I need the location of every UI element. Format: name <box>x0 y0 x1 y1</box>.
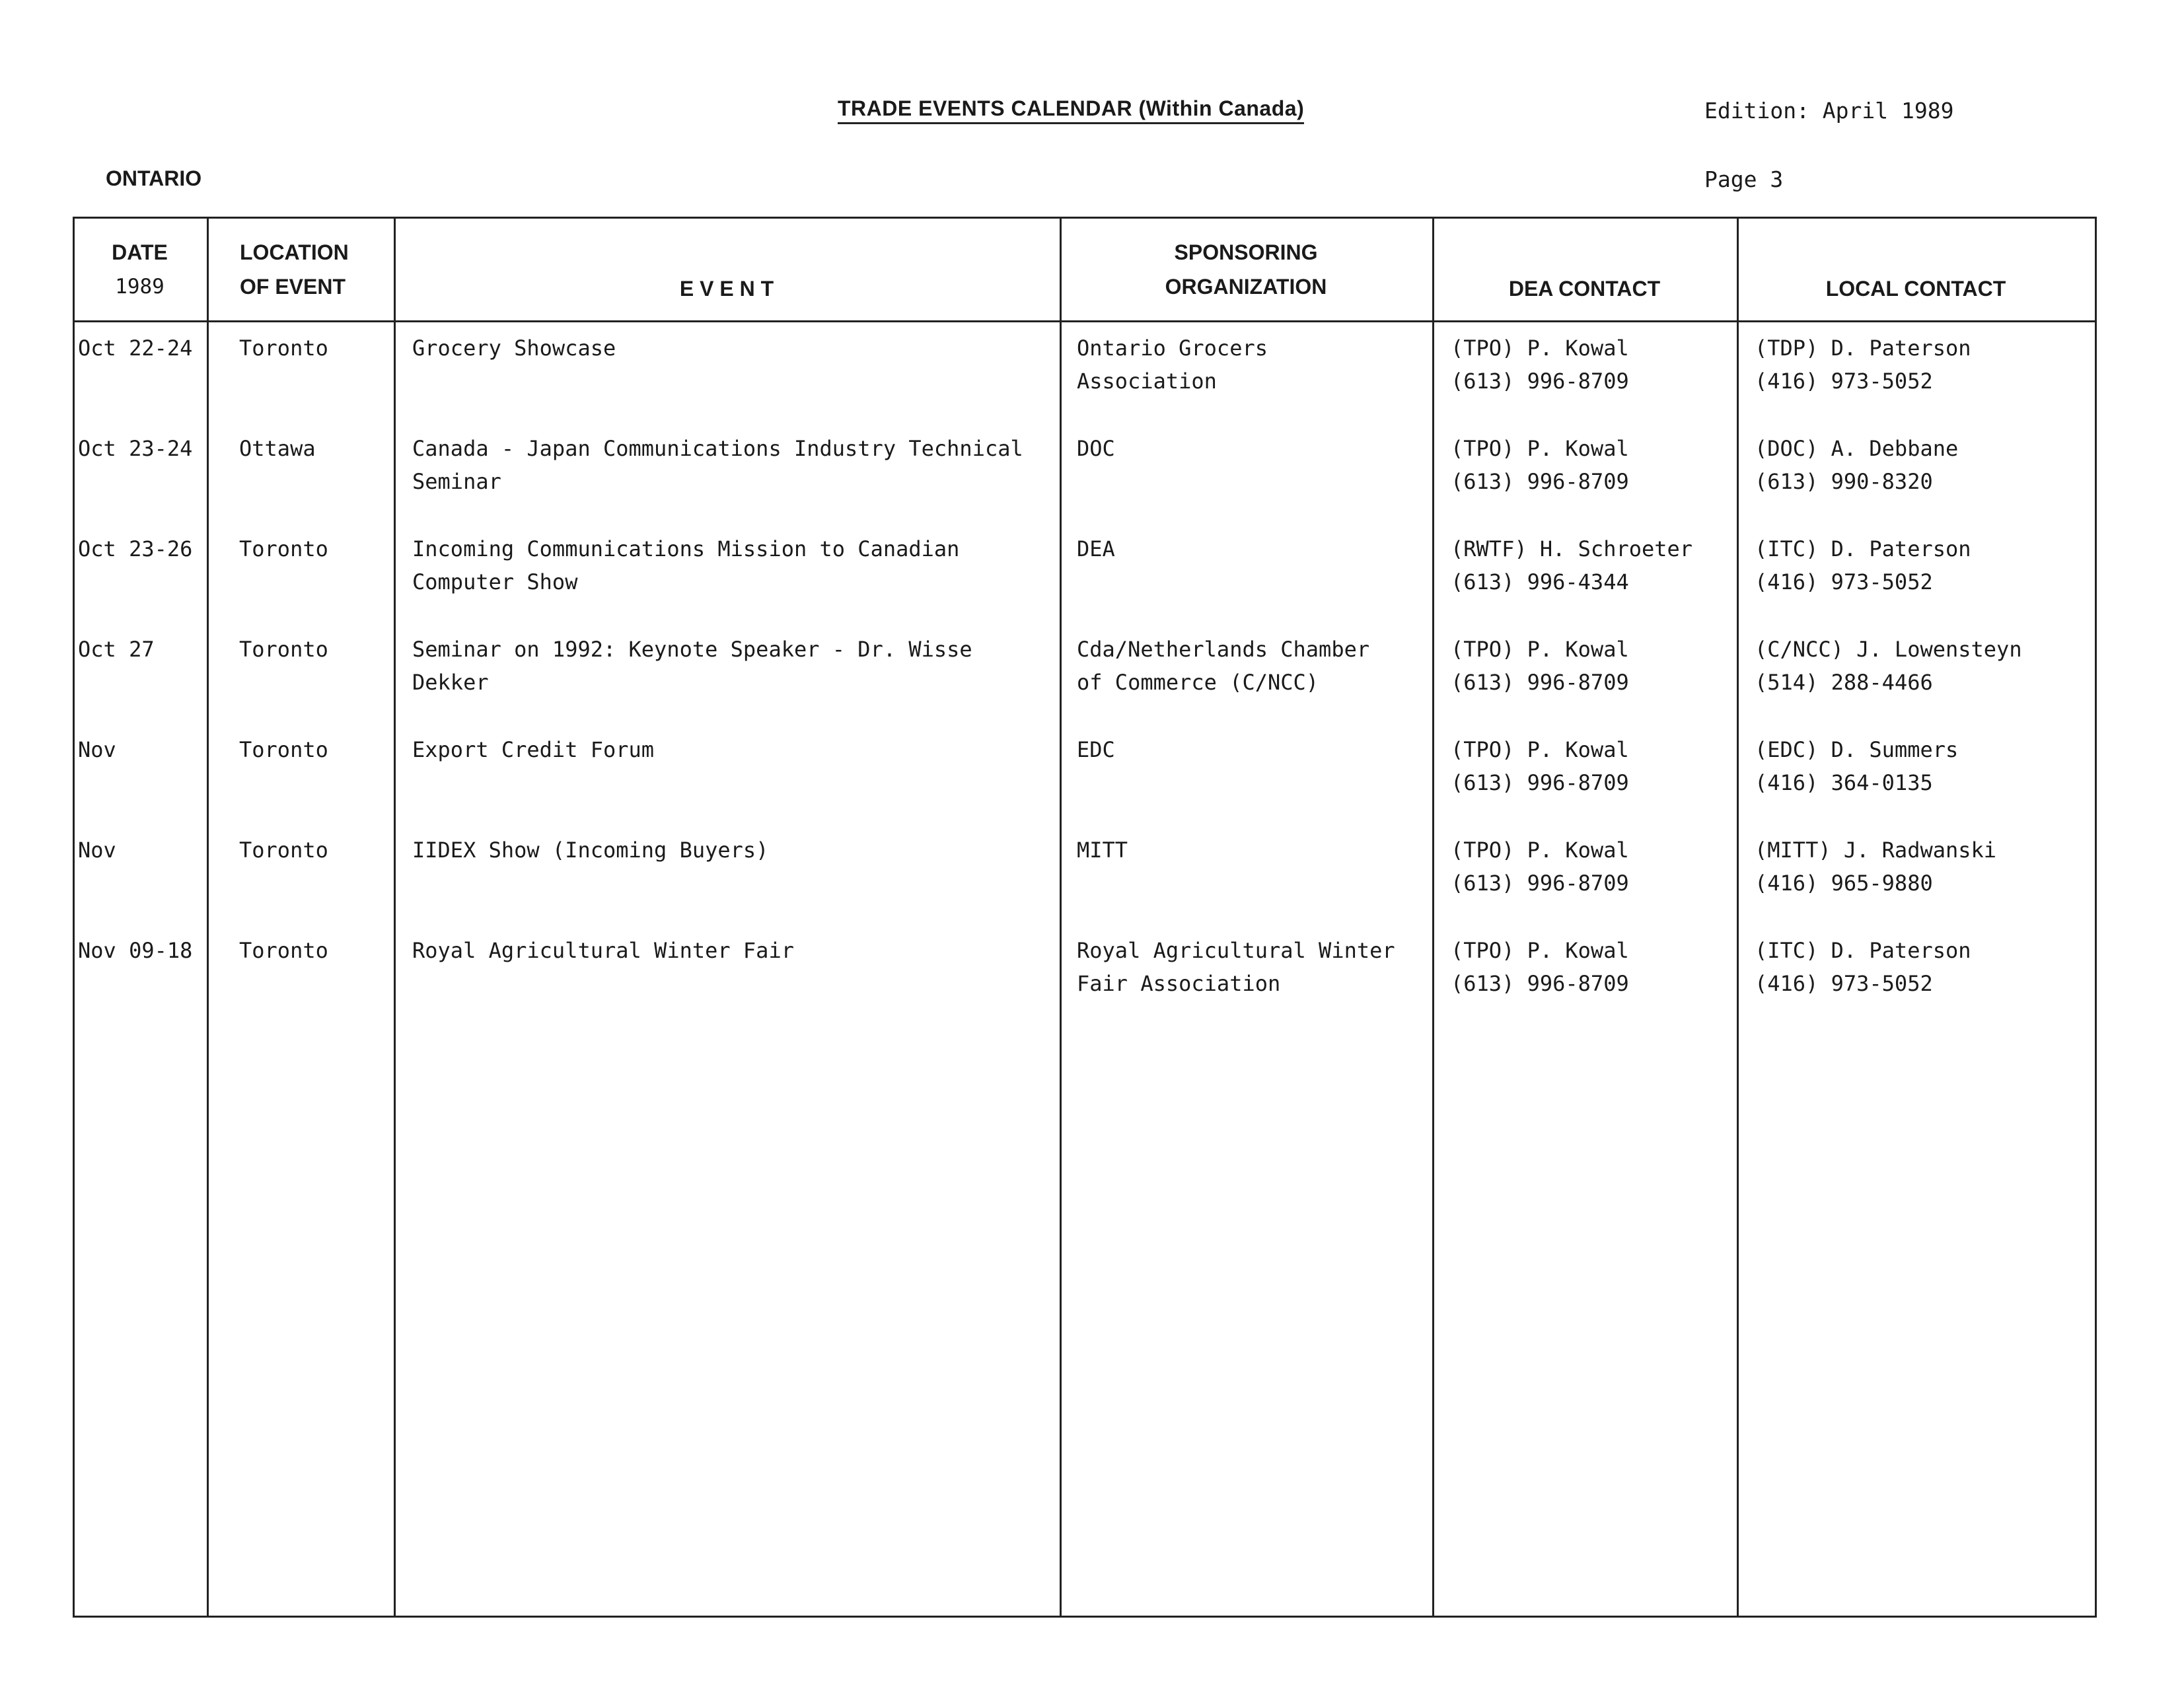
header-sponsor <box>1060 217 1432 322</box>
cell-sponsor: Royal Agricultural Winter Fair Association <box>1077 938 1395 996</box>
cell-sponsor: EDC <box>1077 737 1115 762</box>
header-location-l1: LOCATION <box>240 240 349 264</box>
table-bottom-rule <box>73 1616 2097 1618</box>
region-heading: ONTARIO <box>106 166 202 190</box>
cell-location: Toronto <box>239 336 328 361</box>
cell-date: Nov 09-18 <box>78 938 193 963</box>
cell-dea-contact: (TPO) P. Kowal (613) 996-8709 <box>1451 436 1629 494</box>
cell-event: Canada - Japan Communications Industry Technical Seminar <box>412 436 1023 494</box>
header-event <box>394 217 1060 322</box>
table-row <box>73 633 2097 733</box>
table-row <box>73 834 2097 934</box>
cell-event: Seminar on 1992: Keynote Speaker - Dr. Wisse Dekker <box>412 637 972 695</box>
table-row <box>73 332 2097 432</box>
cell-date: Oct 23-26 <box>78 536 193 561</box>
header-date <box>73 217 207 322</box>
cell-sponsor: Ontario Grocers Association <box>1077 336 1268 394</box>
cell-date: Oct 23-24 <box>78 436 193 461</box>
cell-date: Oct 22-24 <box>78 336 193 361</box>
cell-local-contact: (ITC) D. Paterson (416) 973-5052 <box>1755 938 1971 996</box>
cell-date: Nov <box>78 838 116 863</box>
cell-sponsor: MITT <box>1077 838 1128 863</box>
cell-dea-contact: (RWTF) H. Schroeter (613) 996-4344 <box>1451 536 1693 594</box>
header-date-label: DATE <box>112 240 168 264</box>
cell-date: Nov <box>78 737 116 762</box>
document-title: TRADE EVENTS CALENDAR (Within Canada) <box>838 96 1304 124</box>
cell-event: Royal Agricultural Winter Fair <box>412 938 794 963</box>
cell-location: Toronto <box>239 938 328 963</box>
cell-location: Toronto <box>239 838 328 863</box>
cell-dea-contact: (TPO) P. Kowal (613) 996-8709 <box>1451 737 1629 795</box>
cell-location: Toronto <box>239 536 328 561</box>
cell-event: IIDEX Show (Incoming Buyers) <box>412 838 769 863</box>
cell-local-contact: (DOC) A. Debbane (613) 990-8320 <box>1755 436 1959 494</box>
header-sponsor-l1: SPONSORING <box>1174 240 1318 264</box>
cell-local-contact: (MITT) J. Radwanski (416) 965-9880 <box>1755 838 1997 896</box>
cell-event: Export Credit Forum <box>412 737 655 762</box>
cell-local-contact: (C/NCC) J. Lowensteyn (514) 288-4466 <box>1755 637 2022 695</box>
edition-label: Edition: April 1989 <box>1704 98 1954 124</box>
cell-date: Oct 27 <box>78 637 155 662</box>
table-row <box>73 532 2097 633</box>
cell-event: Incoming Communications Mission to Canadian Computer Show <box>412 536 960 594</box>
cell-local-contact: (EDC) D. Summers (416) 364-0135 <box>1755 737 1959 795</box>
table-row <box>73 432 2097 532</box>
cell-dea-contact: (TPO) P. Kowal (613) 996-8709 <box>1451 838 1629 896</box>
cell-dea-contact: (TPO) P. Kowal (613) 996-8709 <box>1451 336 1629 394</box>
page-number: Page 3 <box>1704 166 1784 192</box>
header-date-year: 1989 <box>115 275 164 299</box>
table-row <box>73 733 2097 834</box>
cell-sponsor: DEA <box>1077 536 1115 561</box>
cell-dea-contact: (TPO) P. Kowal (613) 996-8709 <box>1451 938 1629 996</box>
header-location-l2: OF EVENT <box>240 275 346 299</box>
cell-dea-contact: (TPO) P. Kowal (613) 996-8709 <box>1451 637 1629 695</box>
events-table <box>73 217 2097 1618</box>
cell-local-contact: (ITC) D. Paterson (416) 973-5052 <box>1755 536 1971 594</box>
header-local-label: LOCAL CONTACT <box>1825 277 2006 301</box>
cell-local-contact: (TDP) D. Paterson (416) 973-5052 <box>1755 336 1971 394</box>
cell-sponsor: Cda/Netherlands Chamber of Commerce (C/NCC) <box>1077 637 1370 695</box>
cell-location: Ottawa <box>239 436 316 461</box>
cell-location: Toronto <box>239 737 328 762</box>
header-event-label: E V E N T <box>679 277 774 301</box>
header-dea-contact <box>1432 217 1737 322</box>
cell-sponsor: DOC <box>1077 436 1115 461</box>
table-row <box>73 934 2097 1034</box>
header-local-contact <box>1737 217 2095 322</box>
cell-location: Toronto <box>239 637 328 662</box>
header-location <box>240 217 394 322</box>
header-sponsor-l2: ORGANIZATION <box>1165 275 1327 299</box>
header-dea-label: DEA CONTACT <box>1508 277 1661 301</box>
cell-event: Grocery Showcase <box>412 336 616 361</box>
